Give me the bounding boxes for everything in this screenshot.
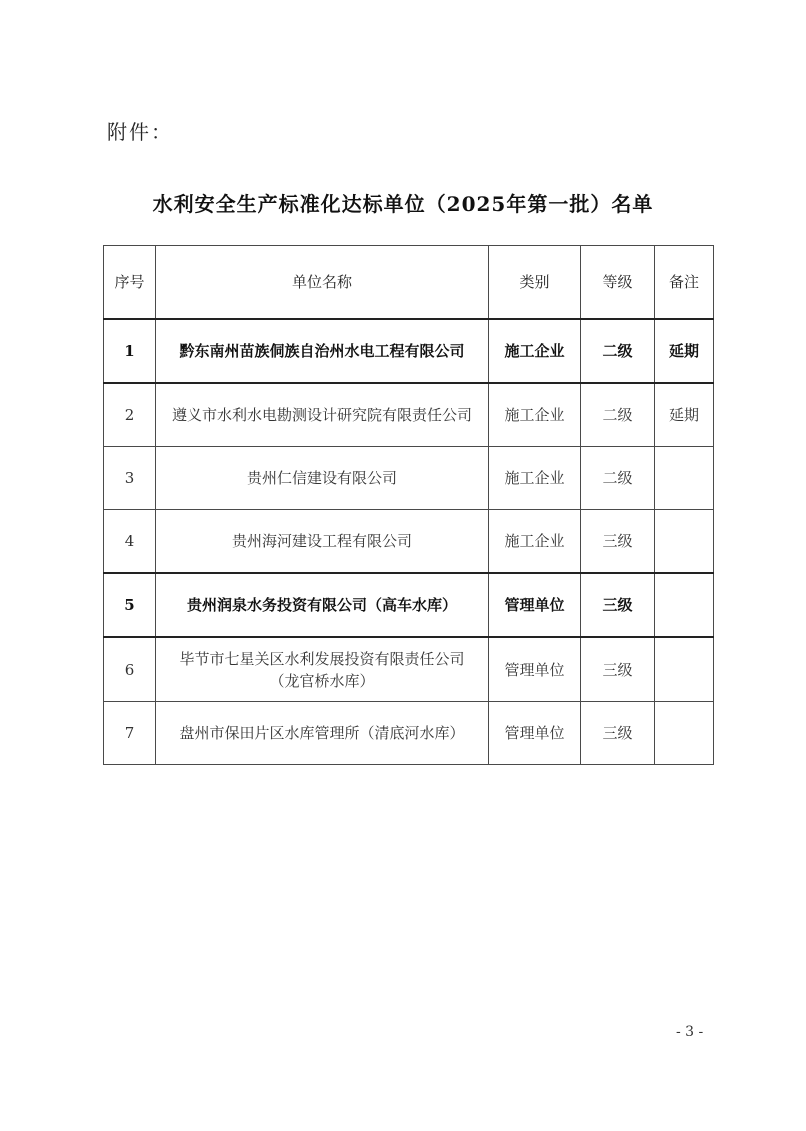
row-level: 二级 [581,383,655,447]
table-row [104,319,714,383]
row-no: 6 [104,637,156,702]
row-name-line2: （龙官桥水库） [269,671,375,690]
roster-table [103,245,714,765]
row-note [655,510,714,574]
table-row [104,510,714,574]
row-name: 贵州润泉水务投资有限公司（高车水库） [156,573,489,637]
header-level: 等级 [581,246,655,320]
page-number: - 3 - [676,1024,704,1040]
row-category: 施工企业 [489,447,581,510]
row-note [655,637,714,702]
row-level: 二级 [581,447,655,510]
row-note [655,702,714,765]
row-no: 3 [104,447,156,510]
row-category: 施工企业 [489,319,581,383]
header-note: 备注 [655,246,714,320]
row-level: 三级 [581,637,655,702]
table-row [104,702,714,765]
row-no: 7 [104,702,156,765]
row-note [655,573,714,637]
row-category: 管理单位 [489,637,581,702]
row-name: 遵义市水利水电勘测设计研究院有限责任公司 [156,383,489,447]
row-name-line1: 毕节市七星关区水利发展投资有限责任公司 [179,649,465,668]
row-no: 4 [104,510,156,574]
table-row [104,383,714,447]
table-row [104,447,714,510]
document-title: 水利安全生产标准化达标单位（2025年第一批）名单 [152,192,654,216]
row-name: 贵州仁信建设有限公司 [156,447,489,510]
attachment-label: 附件： [107,120,173,144]
table-row [104,573,714,637]
row-no: 5 [104,573,156,637]
row-note: 延期 [655,383,714,447]
row-level: 三级 [581,573,655,637]
row-category: 管理单位 [489,573,581,637]
table-row [104,637,714,702]
row-no: 2 [104,383,156,447]
row-name: 黔东南州苗族侗族自治州水电工程有限公司 [156,319,489,383]
row-note [655,447,714,510]
header-name: 单位名称 [156,246,489,320]
row-category: 施工企业 [489,383,581,447]
row-name [156,637,489,702]
row-name: 盘州市保田片区水库管理所（清底河水库） [156,702,489,765]
header-category: 类别 [489,246,581,320]
table-header-row [104,246,714,320]
row-category: 施工企业 [489,510,581,574]
row-no: 1 [104,319,156,383]
row-name: 贵州海河建设工程有限公司 [156,510,489,574]
row-note: 延期 [655,319,714,383]
row-level: 三级 [581,702,655,765]
row-level: 二级 [581,319,655,383]
header-no: 序号 [104,246,156,320]
row-level: 三级 [581,510,655,574]
row-category: 管理单位 [489,702,581,765]
